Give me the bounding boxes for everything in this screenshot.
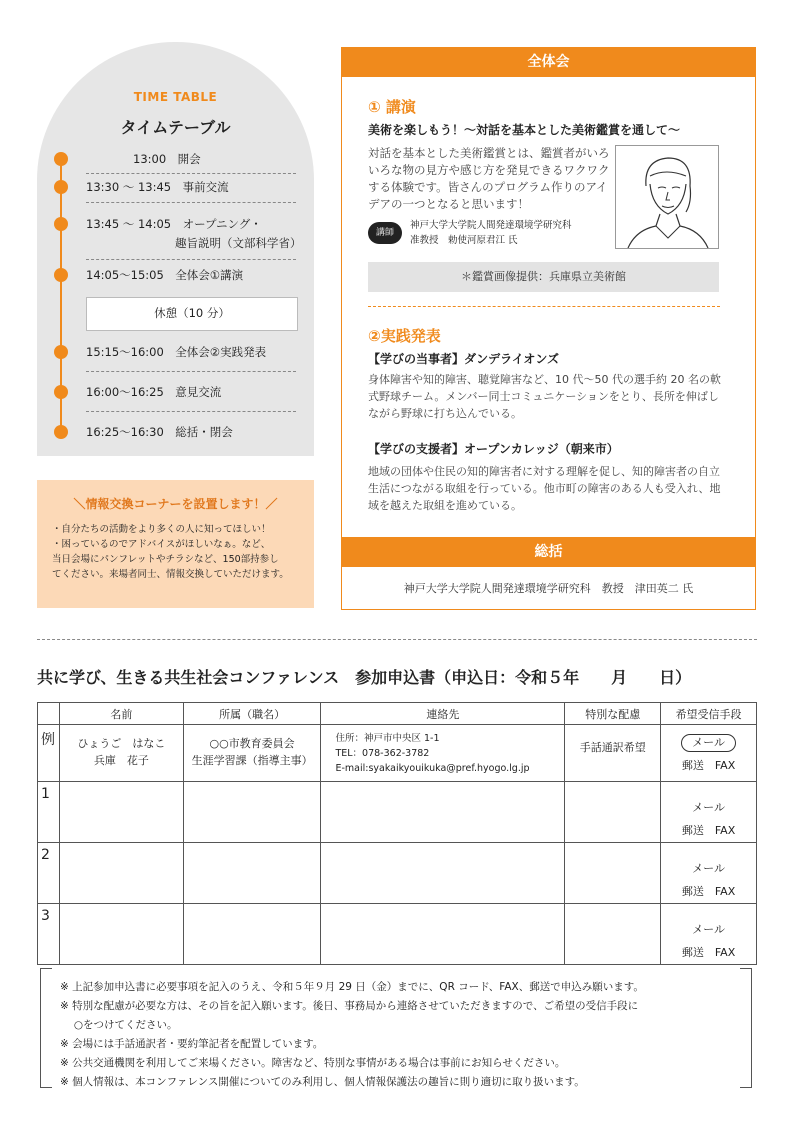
timetable-title: タイムテーブル [120,118,231,137]
note-item: ※ 個人情報は、本コンファレンス開催についてのみ利用し、個人情報保護法の趣旨に則り適切に取り扱います。 [60,1076,585,1088]
mail-option-circled: メール [681,734,736,752]
contact-cell[interactable] [321,904,565,965]
practice-item2-title: 【学びの支援者】オープンカレッジ（朝来市） [368,442,619,456]
plenary-header: 全体会 [341,47,756,77]
bracket-left [40,968,52,1088]
timetable-item: 13:45 ～ 14:05 オープニング・ [86,217,262,231]
timetable-divider [86,202,296,203]
table-header-row [38,703,757,725]
exchange-title: ＼情報交換コーナーを設置します！／ [73,497,278,511]
cut-line [37,639,757,640]
table-header-receive-method: 希望受信手段 [661,703,757,725]
lecture-title: ① 講演 [368,98,416,116]
notes-box [40,968,752,1088]
accommodation-cell[interactable] [565,843,661,904]
registration-table [37,702,757,965]
example-receive-method: メール 郵送 FAX [661,725,757,782]
exchange-text: ・自分たちの活動をより多くの人に知ってほしい！ ・困っているのでアドバイスがほしいなぁ。など、 当日会場にパンフレットやチラシなど、150部持参し てください。来場者同士、情報交換していただけます。 [52,524,289,580]
timeline-dot [54,385,68,399]
timetable-divider [86,173,296,174]
lecturer-portrait-illustration [615,145,719,249]
row-index: 例 [38,725,60,782]
timeline-dot [54,180,68,194]
note-item: ※ 上記参加申込書に必要事項を記入のうえ、令和５年９月 29 日（金）までに、QR コード、FAX、郵送で申込み願います。 [60,981,644,993]
table-header-name: 名前 [59,703,183,725]
practice-title: ②実践発表 [368,327,441,345]
receive-method-cell[interactable]: メール 郵送 FAX [661,904,757,965]
affiliation-cell[interactable] [183,782,321,843]
note-item: ※ 特別な配慮が必要な方は、その旨を記入願います。後日、事務局から連絡させていただきますので、ご希望の受信手段に [60,1000,639,1012]
timetable-item: 15:15～16:00 全体会②実践発表 [86,345,267,359]
name-cell[interactable] [59,782,183,843]
row-index: 3 [38,904,60,965]
table-header-affiliation: 所属（職名） [183,703,321,725]
timeline-dot [54,425,68,439]
timeline-dot [54,152,68,166]
section-divider [368,306,720,307]
timetable-divider [86,259,296,260]
timetable-item: 14:05～15:05 全体会①講演 [86,268,244,282]
table-header-contact: 連絡先 [321,703,565,725]
affiliation-cell[interactable] [183,904,321,965]
timeline-dot [54,217,68,231]
timetable-item-sub: 趣旨説明（文部科学省） [175,236,302,250]
example-name: ひょうご はなこ 兵庫 花子 [59,725,183,782]
lecturer-badge: 講師 [368,222,402,244]
summary-speaker: 神戸大学大学院人間発達環境学研究科 教授 津田英二 氏 [403,582,694,595]
timeline-dot [54,268,68,282]
practice-item1-body: 身体障害や知的障害、聴覚障害など、10 代～50 代の選手約 20 名の軟式野球チーム。メンバー同士コミュニケーションをとり、長所を伸ばしながら野球に打ち込んでいる。 [368,373,721,420]
timetable-item: 16:25～16:30 総括・閉会 [86,425,233,439]
table-header-accommodation: 特別な配慮 [565,703,661,725]
lecture-description: 対話を基本とした美術鑑賞とは、鑑賞者がいろいろな物の見方や感じ方を発見できるワクワクする体験です。皆さんのプログラム作りのアイデアの一つとなると思います！ [368,146,610,211]
accommodation-cell[interactable] [565,904,661,965]
form-title: 共に学び、生きる共生社会コンファレンス 参加申込書（申込日：令和５年 月 日） [37,668,692,687]
contact-cell[interactable] [321,843,565,904]
practice-item1-title: 【学びの当事者】ダンデライオンズ [368,352,560,366]
timetable-title-en: TIME TABLE [133,90,218,104]
note-item: ○をつけてください。 [60,1019,178,1031]
break-box: 休憩（10 分） [86,297,298,331]
name-cell[interactable] [59,843,183,904]
row-index: 2 [38,843,60,904]
row-index: 1 [38,782,60,843]
table-row [38,782,757,843]
example-affiliation: ○○市教育委員会 生涯学習課（指導主事） [183,725,321,782]
receive-method-cell[interactable]: メール 郵送 FAX [661,782,757,843]
image-credit: ＊鑑賞画像提供：兵庫県立美術館 [368,262,719,292]
note-item: ※ 会場には手話通訳者・要約筆記者を配置しています。 [60,1038,324,1050]
notes-list [60,978,750,1092]
timetable-item: 16:00～16:25 意見交流 [86,385,222,399]
example-contact: 住所：神戸市中央区 1-1 TEL：078-362-3782 E-mail:syakaikyouikuka@pref.hyogo.lg.jp [321,725,565,782]
table-row [38,843,757,904]
summary-header: 総括 [341,537,756,567]
contact-cell[interactable] [321,782,565,843]
affiliation-cell[interactable] [183,843,321,904]
table-row-example [38,725,757,782]
table-header [38,703,60,725]
receive-method-cell[interactable]: メール 郵送 FAX [661,843,757,904]
timeline-dot [54,345,68,359]
accommodation-cell[interactable] [565,782,661,843]
lecturer-info: 神戸大学大学院人間発達環境学研究科 准教授 勅使河原君江 氏 [410,220,572,246]
note-item: ※ 公共交通機関を利用してご来場ください。障害など、特別な事情がある場合は事前にお知らせください。 [60,1057,566,1069]
timetable-divider [86,411,296,412]
table-row [38,904,757,965]
timetable-item: 13:00 開会 [133,152,201,166]
timetable-divider [86,371,296,372]
timetable-item: 13:30 ～ 13:45 事前交流 [86,180,229,194]
example-accommodation: 手話通訳希望 [565,725,661,782]
practice-item2-body: 地域の団体や住民の知的障害者に対する理解を促し、知的障害者の自立生活につながる取組を行っている。他市町の障害のある人も受入れ、地域を越えた取組を進めている。 [368,465,721,512]
name-cell[interactable] [59,904,183,965]
lecture-subtitle: 美術を楽しもう！～対話を基本とした美術鑑賞を通して～ [368,123,681,137]
